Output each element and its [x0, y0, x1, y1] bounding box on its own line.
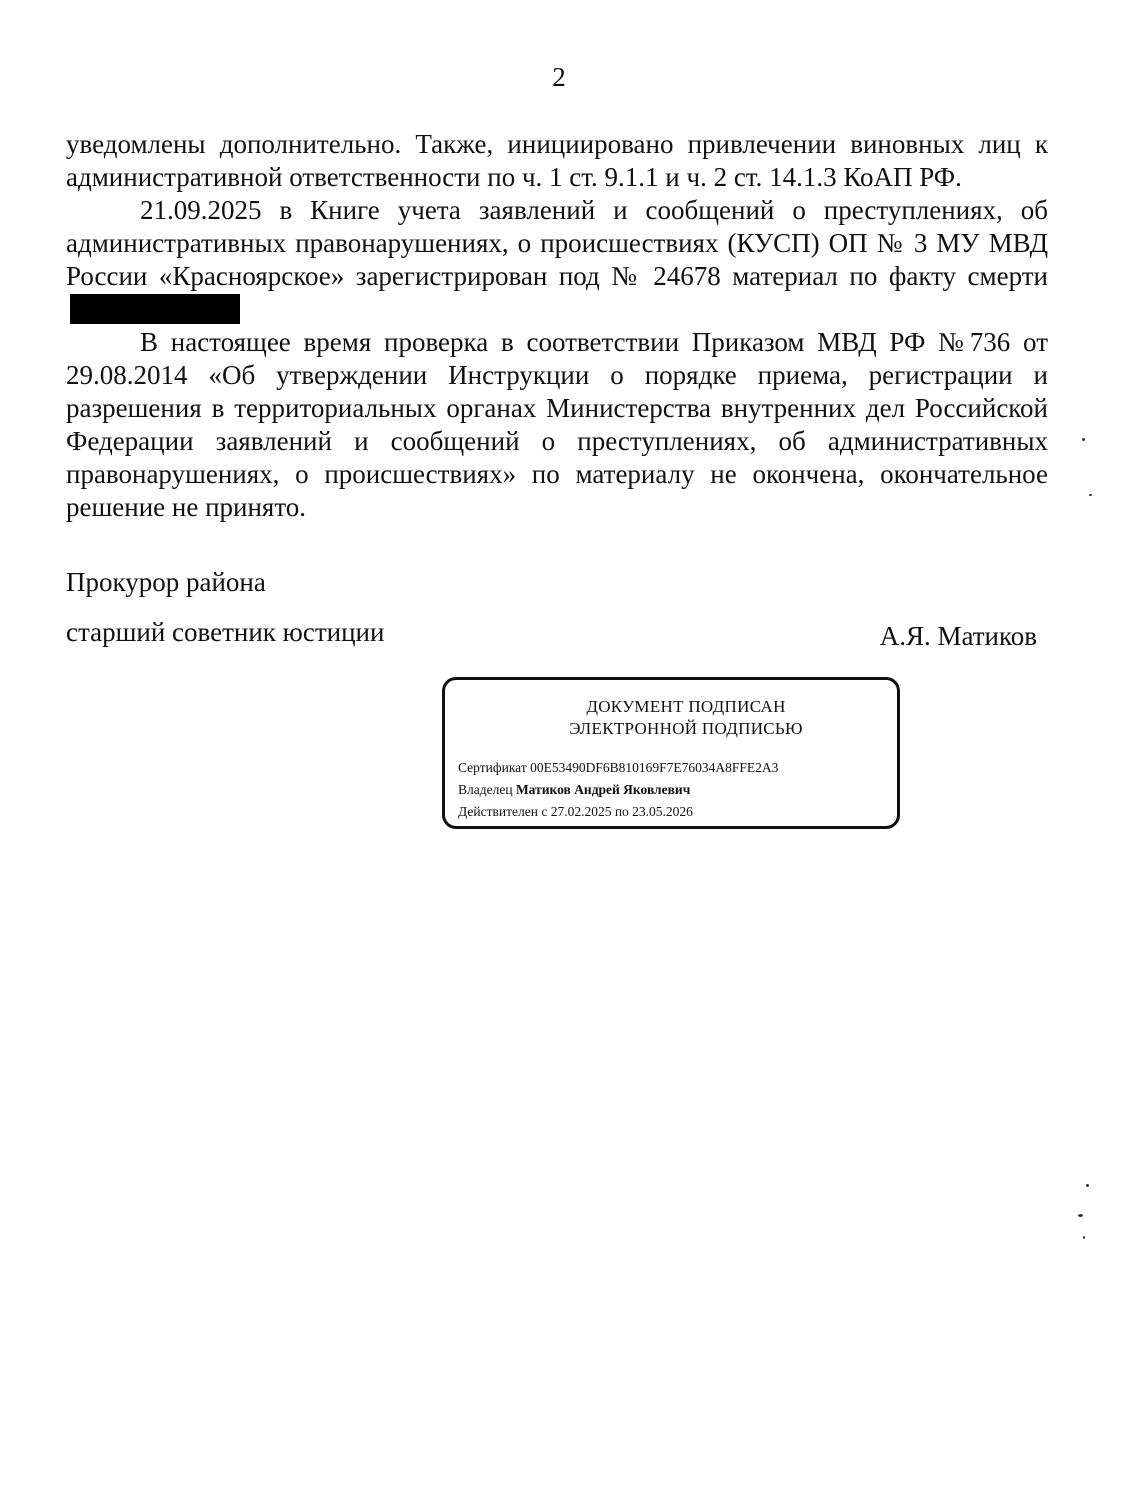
- scan-speck: [1078, 1214, 1083, 1217]
- signatory-title: Прокурор района: [66, 567, 266, 597]
- paragraph-2: [66, 194, 1048, 326]
- paragraph-3: В настоящее время проверка в соответствии Приказом МВД РФ №736 от 29.08.2014 «Об утверждении Инструкции о порядке приема, регистрации и разрешения в территориальных органах Министерства внутренних дел Российской Федерации заявлений и сообщений о преступлениях, об административных правонарушениях, о происшествиях» по материалу не окончена, окончательное решение не принято.: [66, 327, 1048, 522]
- stamp-details: [458, 757, 778, 823]
- stamp-owner-row: [458, 779, 778, 801]
- scan-speck: [1082, 438, 1085, 441]
- page-number: 2: [552, 62, 566, 92]
- electronic-signature-stamp: [442, 677, 900, 829]
- stamp-valid-from: 27.02.2025: [550, 804, 612, 819]
- redaction-bar: [70, 294, 240, 324]
- stamp-heading-line-2: ЭЛЕКТРОННОЙ ПОДПИСЬЮ: [569, 719, 803, 738]
- document-body: [66, 128, 1048, 524]
- stamp-certificate-label: Сертификат: [458, 760, 527, 775]
- scan-speck: [1083, 1236, 1085, 1239]
- stamp-valid-from-word: с: [541, 804, 548, 819]
- stamp-validity-row: [458, 801, 778, 823]
- stamp-certificate-value: 00E53490DF6B810169F7E76034A8FFE2A3: [530, 760, 779, 775]
- signatory-rank: старший советник юстиции: [66, 617, 385, 647]
- stamp-valid-label: Действителен: [458, 804, 538, 819]
- stamp-heading: [445, 696, 897, 740]
- stamp-valid-to-word: по: [614, 804, 629, 819]
- scan-speck: [1086, 1184, 1089, 1187]
- paragraph-2-text: 21.09.2025 в Книге учета заявлений и сообщений о преступлениях, об административных правонарушениях, о происшествиях (КУСП) ОП № 3 МУ МВД России «Красноярское» зарегистрирован под № 24678 материал по факту смерти: [66, 195, 1048, 291]
- scan-speck: [1089, 494, 1092, 496]
- stamp-valid-to: 23.05.2026: [632, 804, 693, 819]
- stamp-certificate-row: [458, 757, 778, 779]
- signatory-name: А.Я. Матиков: [879, 621, 1037, 651]
- stamp-owner-value: Матиков Андрей Яковлевич: [515, 782, 691, 797]
- stamp-heading-line-1: ДОКУМЕНТ ПОДПИСАН: [586, 697, 786, 716]
- stamp-owner-label: Владелец: [458, 782, 513, 797]
- paragraph-1: уведомлены дополнительно. Также, инициировано привлечении виновных лиц к административной ответственности по ч. 1 ст. 9.1.1 и ч. 2 ст. 14.1.3 КоАП РФ.: [66, 129, 1048, 192]
